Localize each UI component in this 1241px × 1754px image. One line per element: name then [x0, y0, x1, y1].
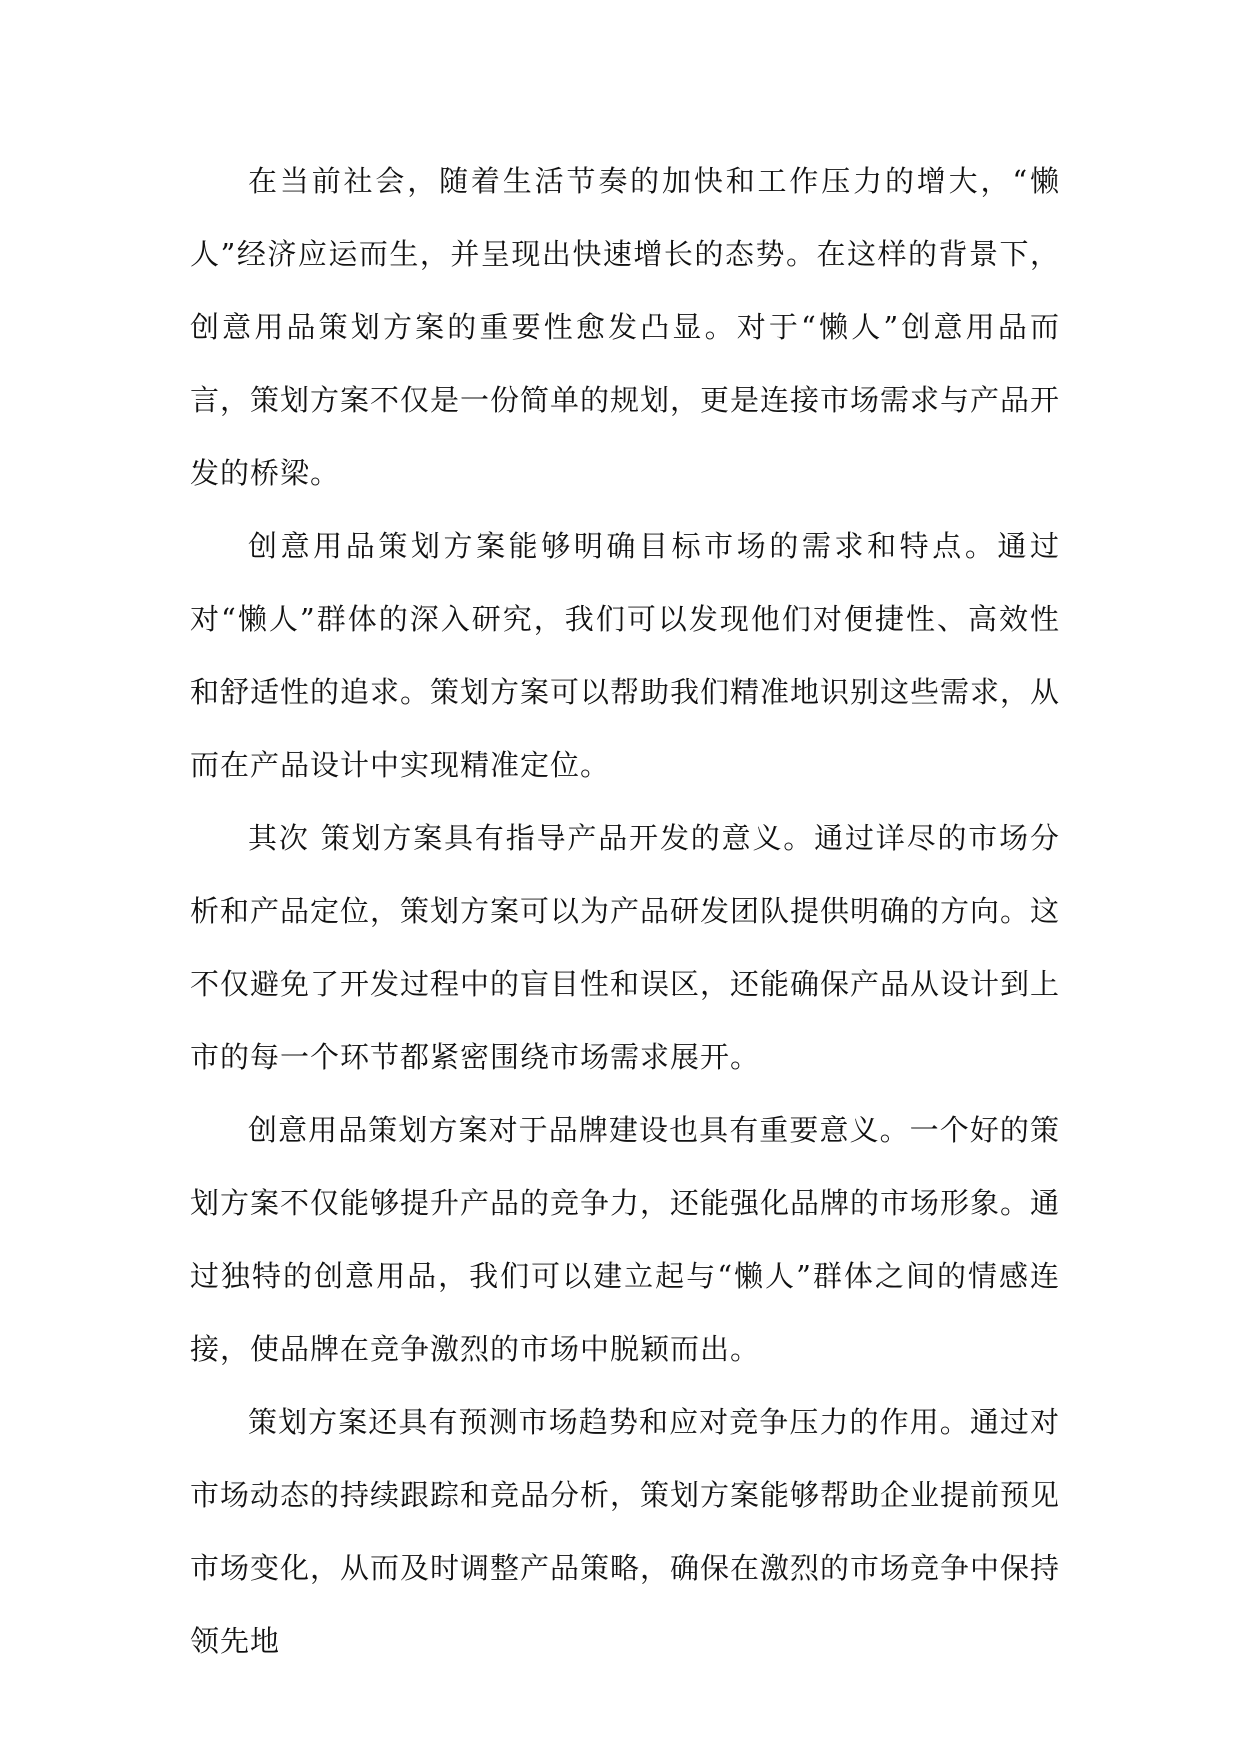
paragraph-3: 其次 策划方案具有指导产品开发的意义。通过详尽的市场分析和产品定位，策划方案可以为产品研发团队提供明确的方向。这不仅避免了开发过程中的盲目性和误区，还能确保产品从设计到上市的每一个环节都紧密围绕市场需求展开。	[190, 821, 1061, 1074]
paragraph-4: 创意用品策划方案对于品牌建设也具有重要意义。一个好的策划方案不仅能够提升产品的竞争力，还能强化品牌的市场形象。通过独特的创意用品，我们可以建立起与“懒人”群体之间的情感连接，使品牌在竞争激烈的市场中脱颖而出。	[190, 1113, 1061, 1366]
paragraph-1: 在当前社会，随着生活节奏的加快和工作压力的增大，“懒人”经济应运而生，并呈现出快速增长的态势。在这样的背景下，创意用品策划方案的重要性愈发凸显。对于“懒人”创意用品而言，策划方案不仅是一份简单的规划，更是连接市场需求与产品开发的桥梁。	[190, 164, 1061, 490]
paragraph-5: 策划方案还具有预测市场趋势和应对竞争压力的作用。通过对市场动态的持续跟踪和竞品分析，策划方案能够帮助企业提前预见市场变化，从而及时调整产品策略，确保在激烈的市场竞争中保持领先地	[190, 1405, 1061, 1658]
paragraph-2: 创意用品策划方案能够明确目标市场的需求和特点。通过对“懒人”群体的深入研究，我们可以发现他们对便捷性、高效性和舒适性的追求。策划方案可以帮助我们精准地识别这些需求，从而在产品设计中实现精准定位。	[190, 529, 1061, 782]
document-body	[190, 145, 1060, 1678]
